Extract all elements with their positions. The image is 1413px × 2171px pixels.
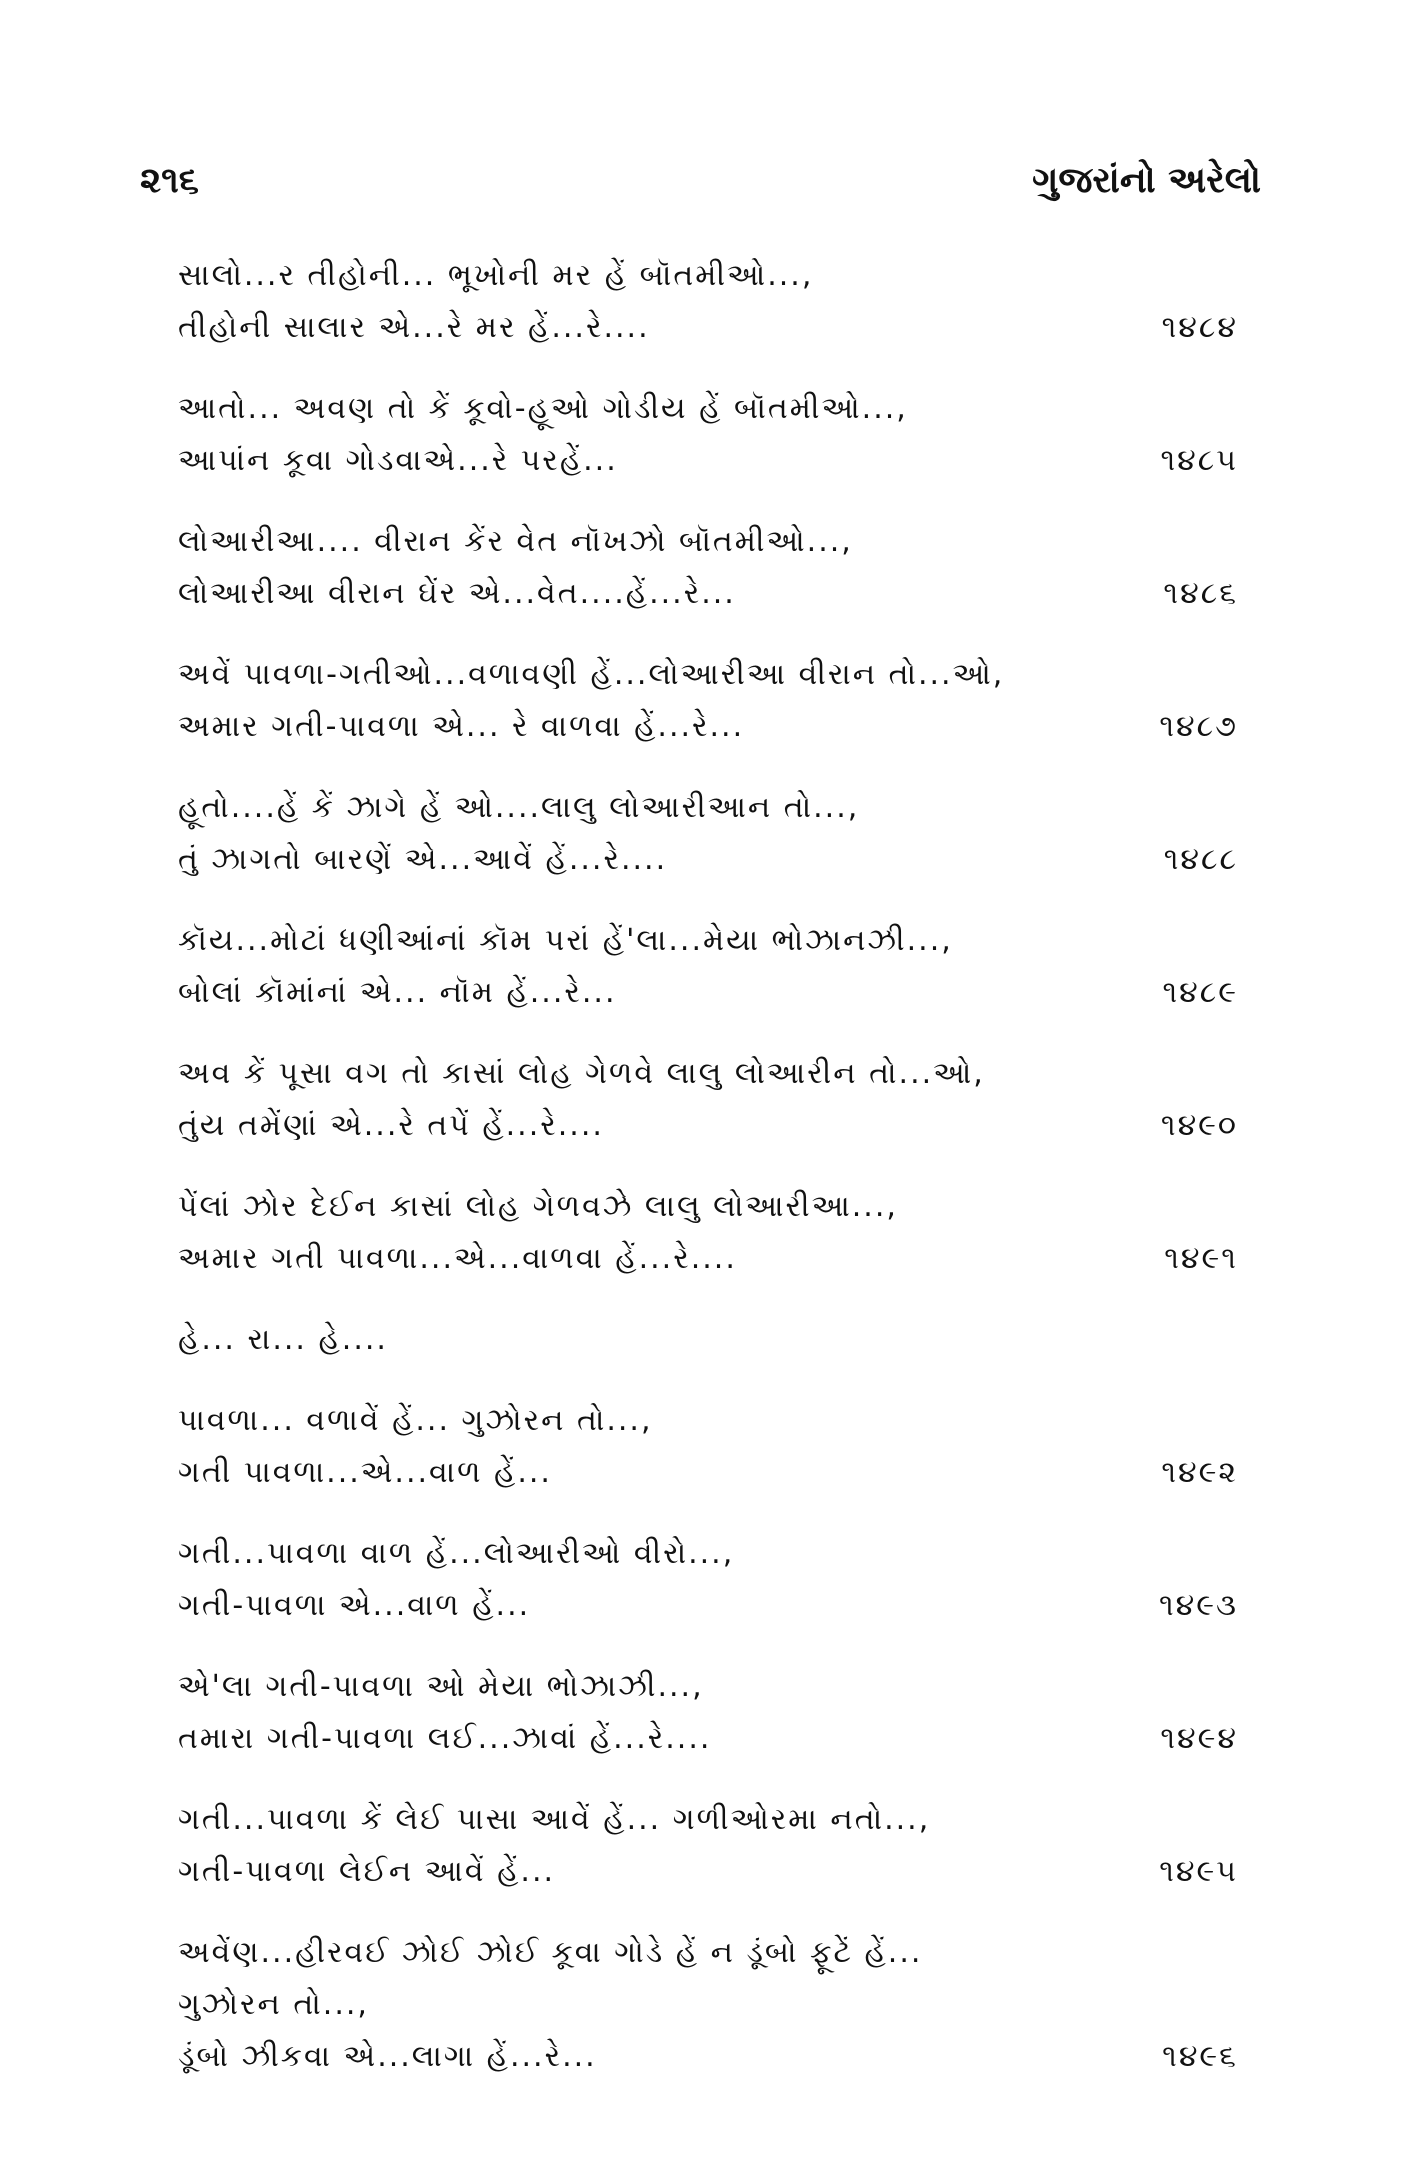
verse-number: ૧૪૯૫ — [1159, 1854, 1238, 1889]
verse-number: ૧૪૯૦ — [1160, 1108, 1238, 1143]
verse-stanza — [178, 1181, 1238, 1285]
verse-line: તુંય તમેંણાં એ...રે તપેં હેં...રે.... — [178, 1108, 604, 1143]
verse-number: ૧૪૯૩ — [1158, 1588, 1238, 1623]
verse-line: કૉય...મોટાં ધણીઆંનાં કૉમ પરાં હેં'લા...મેયા ભોઝાનઝી..., — [178, 923, 953, 958]
verse-line: ડૂંબો ઝીકવા એ...લાગા હેં...રે... — [178, 2039, 597, 2074]
verse-line: ગતી...પાવળા કેં લેઈ પાસા આવેં હેં... ગળીઓરમા નતો..., — [178, 1802, 931, 1837]
verse-line: ગતી પાવળા...એ...વાળ હેં... — [178, 1455, 552, 1490]
verse-line: એ'લા ગતી-પાવળા ઓ મેયા ભોઝાઝી..., — [178, 1669, 704, 1704]
page-header — [140, 160, 1273, 210]
verse-number: ૧૪૮૯ — [1162, 975, 1238, 1010]
verse-list — [178, 250, 1238, 2112]
verse-line: અવેંણ...હીરવઈ ઝોઈ ઝોઈ કૂવા ગોડે હેં ન ડૂંબો ફૂટેં હેં... — [178, 1935, 923, 1970]
verse-number: ૧૪૮૪ — [1161, 310, 1238, 345]
verse-stanza — [178, 1794, 1238, 1898]
verse-line: ગુઝોરન તો..., — [178, 1987, 369, 2022]
verse-number: ૧૪૯૬ — [1162, 2039, 1238, 2074]
verse-stanza — [178, 1395, 1238, 1499]
verse-stanza — [178, 649, 1238, 753]
verse-line: તું ઝાગતો બારણેં એ...આવેં હેં...રે.... — [178, 842, 668, 877]
verse-line: તમારા ગતી-પાવળા લઈ...ઝાવાં હેં...રે.... — [178, 1721, 712, 1756]
verse-number: ૧૪૮૭ — [1159, 709, 1238, 744]
verse-stanza — [178, 516, 1238, 620]
running-title: ગુજરાંનો અરેલો — [1032, 160, 1261, 201]
verse-number: ૧૪૮૫ — [1160, 443, 1238, 478]
verse-number: ૧૪૯૨ — [1161, 1455, 1238, 1490]
verse-number: ૧૪૮૬ — [1163, 576, 1238, 611]
verse-stanza — [178, 1661, 1238, 1765]
verse-line: બોલાં કૉમાંનાં એ... નૉમ હેં...રે... — [178, 975, 617, 1010]
verse-number: ૧૪૯૧ — [1164, 1241, 1238, 1276]
verse-line: ગતી...પાવળા વાળ હેં...લોઆરીઓ વીરો..., — [178, 1536, 735, 1571]
verse-line: ગતી-પાવળા લેઈન આવેં હેં... — [178, 1854, 556, 1889]
verse-stanza — [178, 1927, 1238, 2083]
verse-line: આતો... અવણ તો કેં કૂવો-હૂઓ ગોડીય હેં બૉતમીઓ..., — [178, 391, 908, 426]
verse-line: લોઆરીઆ વીરાન ઘેંર એ...વેત....હેં...રે... — [178, 576, 736, 611]
verse-stanza — [178, 383, 1238, 487]
verse-line: હે... રા... હે.... — [178, 1322, 388, 1357]
verse-stanza — [178, 1528, 1238, 1632]
verse-stanza — [178, 915, 1238, 1019]
page-number: ૨૧૬ — [140, 160, 199, 201]
verse-line: પેંલાં ઝોર દેઈન કાસાં લોહ ગેળવઝે લાલુ લોઆરીઆ..., — [178, 1189, 898, 1224]
verse-line: અમાર ગતી પાવળા...એ...વાળવા હેં...રે.... — [178, 1241, 737, 1276]
verse-line: તીહોની સાલાર એ...રે મર હેં...રે.... — [178, 310, 650, 345]
verse-line: હૂતો....હેં કેં ઝાગે હેં ઓ....લાલુ લોઆરીઆન તો..., — [178, 790, 860, 825]
verse-stanza — [178, 1048, 1238, 1152]
verse-line: સાલો...ર તીહોની... ભૂખોની મર હેં બૉતમીઓ..., — [178, 258, 814, 293]
verse-line: અવ કેં પૂસા વગ તો કાસાં લોહ ગેળવે લાલુ લોઆરીન તો...ઓ, — [178, 1056, 985, 1091]
verse-line: અમાર ગતી-પાવળા એ... રે વાળવા હેં...રે... — [178, 709, 745, 744]
verse-line: આપાંન કૂવા ગોડવાએ...રે પરહેં... — [178, 443, 618, 478]
verse-line: ગતી-પાવળા એ...વાળ હેં... — [178, 1588, 531, 1623]
verse-line: અવેં પાવળા-ગતીઓ...વળાવણી હેં...લોઆરીઆ વીરાન તો...ઓ, — [178, 657, 1005, 692]
verse-stanza — [178, 782, 1238, 886]
verse-line: લોઆરીઆ.... વીરાન કેંર વેત નૉખઝો બૉતમીઓ..., — [178, 524, 853, 559]
verse-number: ૧૪૮૮ — [1163, 842, 1238, 877]
verse-number: ૧૪૯૪ — [1160, 1721, 1238, 1756]
verse-line: પાવળા... વળાવેં હેં... ગુઝોરન તો..., — [178, 1403, 653, 1438]
verse-stanza — [178, 1314, 1238, 1366]
verse-stanza — [178, 250, 1238, 354]
